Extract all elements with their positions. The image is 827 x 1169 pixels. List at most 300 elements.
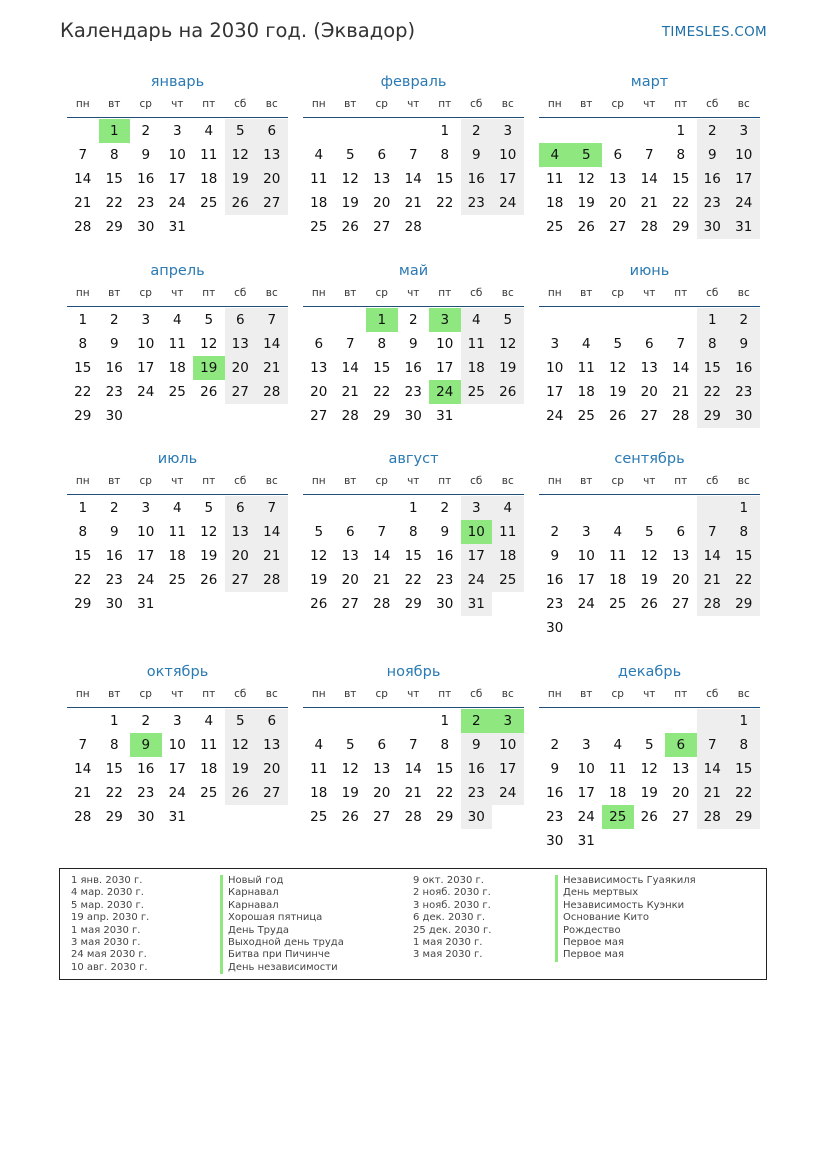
week-row bbox=[303, 520, 524, 544]
weekday-label: пн bbox=[547, 688, 562, 700]
day-cell: 30 bbox=[105, 596, 123, 612]
day-cell: 21 bbox=[341, 384, 359, 400]
day-cell: 26 bbox=[640, 809, 658, 825]
weekday-header bbox=[67, 469, 288, 495]
day-cell: 25 bbox=[200, 785, 218, 801]
day-cell: 26 bbox=[609, 408, 627, 424]
week-row bbox=[539, 143, 760, 167]
weekday-label: сб bbox=[706, 475, 719, 487]
day-cell: 18 bbox=[492, 544, 524, 568]
day-cell: 19 bbox=[609, 384, 627, 400]
weekday-label: ср bbox=[611, 98, 624, 110]
day-cell: 18 bbox=[609, 572, 627, 588]
month-1 bbox=[67, 72, 288, 239]
week-row bbox=[67, 544, 288, 568]
empty-day-cell bbox=[256, 404, 288, 428]
legend-date: 6 дек. 2030 г. bbox=[413, 912, 486, 924]
day-cell: 9 bbox=[109, 336, 119, 352]
day-cell: 10 bbox=[137, 336, 155, 352]
weekday-label: чт bbox=[171, 98, 184, 110]
holiday-legend bbox=[59, 868, 767, 980]
empty-day-cell bbox=[429, 215, 461, 239]
week-row bbox=[67, 781, 288, 805]
week-row bbox=[539, 380, 760, 404]
legend-left-dates bbox=[71, 875, 149, 974]
day-cell: 2 bbox=[461, 709, 493, 733]
day-cell: 29 bbox=[697, 404, 729, 428]
empty-day-cell bbox=[162, 592, 194, 616]
weekday-label: чт bbox=[171, 688, 184, 700]
day-cell: 15 bbox=[373, 360, 391, 376]
day-cell: 2 bbox=[440, 500, 450, 516]
empty-day-cell bbox=[634, 829, 666, 853]
day-cell: 6 bbox=[256, 709, 288, 733]
day-cell: 25 bbox=[168, 572, 186, 588]
weekday-header bbox=[303, 469, 524, 495]
weekday-label: вс bbox=[501, 287, 514, 299]
day-cell: 15 bbox=[105, 761, 123, 777]
day-cell: 27 bbox=[310, 408, 328, 424]
week-row bbox=[539, 709, 760, 733]
empty-day-cell bbox=[492, 215, 524, 239]
day-cell: 10 bbox=[546, 360, 564, 376]
weekday-label: пт bbox=[674, 688, 688, 700]
day-cell: 16 bbox=[546, 785, 564, 801]
week-row bbox=[539, 356, 760, 380]
day-cell: 22 bbox=[404, 572, 422, 588]
week-row bbox=[67, 757, 288, 781]
day-cell: 29 bbox=[74, 408, 92, 424]
day-cell: 6 bbox=[665, 733, 697, 757]
day-cell: 1 bbox=[676, 123, 686, 139]
month-8 bbox=[303, 449, 524, 616]
day-cell: 14 bbox=[74, 761, 92, 777]
day-cell: 31 bbox=[461, 592, 493, 616]
weekday-label: пт bbox=[202, 98, 216, 110]
month-name: декабрь bbox=[617, 664, 682, 680]
day-cell: 27 bbox=[256, 781, 288, 805]
day-cell: 16 bbox=[461, 757, 493, 781]
day-cell: 25 bbox=[461, 380, 493, 404]
weekday-header bbox=[539, 281, 760, 307]
empty-day-cell bbox=[665, 616, 697, 640]
day-cell: 16 bbox=[436, 548, 454, 564]
empty-day-cell bbox=[634, 709, 666, 733]
empty-day-cell bbox=[303, 496, 335, 520]
month-name: ноябрь bbox=[386, 664, 441, 680]
weekday-label: чт bbox=[407, 98, 420, 110]
day-cell: 22 bbox=[728, 568, 760, 592]
day-cell: 22 bbox=[436, 785, 454, 801]
weekday-label: вс bbox=[501, 475, 514, 487]
day-cell: 13 bbox=[225, 520, 257, 544]
weekday-label: пт bbox=[438, 688, 452, 700]
day-cell: 14 bbox=[341, 360, 359, 376]
day-cell: 18 bbox=[200, 761, 218, 777]
weekday-label: ср bbox=[375, 98, 388, 110]
day-cell: 24 bbox=[137, 572, 155, 588]
weekday-label: пт bbox=[438, 287, 452, 299]
day-cell: 8 bbox=[408, 524, 418, 540]
day-cell: 23 bbox=[404, 384, 422, 400]
day-cell: 29 bbox=[404, 596, 422, 612]
day-cell: 14 bbox=[404, 171, 422, 187]
day-cell: 22 bbox=[74, 384, 92, 400]
day-cell: 2 bbox=[550, 524, 560, 540]
day-cell: 11 bbox=[609, 761, 627, 777]
week-row bbox=[303, 733, 524, 757]
day-cell: 19 bbox=[225, 167, 257, 191]
empty-day-cell bbox=[303, 119, 335, 143]
empty-day-cell bbox=[130, 404, 162, 428]
day-cell: 7 bbox=[78, 147, 88, 163]
day-cell: 12 bbox=[225, 733, 257, 757]
day-cell: 20 bbox=[640, 384, 658, 400]
day-cell: 12 bbox=[200, 524, 218, 540]
day-cell: 5 bbox=[613, 336, 623, 352]
empty-day-cell bbox=[335, 119, 367, 143]
empty-day-cell bbox=[602, 119, 634, 143]
day-cell: 23 bbox=[137, 785, 155, 801]
weekday-label: сб bbox=[470, 98, 483, 110]
weekday-header bbox=[67, 682, 288, 708]
weekday-label: вс bbox=[737, 688, 750, 700]
day-cell: 27 bbox=[672, 596, 690, 612]
month-name: август bbox=[388, 451, 439, 467]
week-row bbox=[67, 143, 288, 167]
day-cell: 17 bbox=[577, 785, 595, 801]
week-row bbox=[539, 829, 760, 853]
day-cell: 11 bbox=[609, 548, 627, 564]
day-cell: 30 bbox=[697, 215, 729, 239]
day-cell: 6 bbox=[256, 119, 288, 143]
empty-day-cell bbox=[366, 119, 398, 143]
week-row bbox=[303, 143, 524, 167]
day-cell: 27 bbox=[640, 408, 658, 424]
legend-date: 1 мая 2030 г. bbox=[71, 924, 141, 936]
day-cell: 27 bbox=[609, 219, 627, 235]
day-cell: 17 bbox=[492, 167, 524, 191]
legend-holiday-name: День мертвых bbox=[555, 887, 696, 899]
day-cell: 21 bbox=[404, 785, 422, 801]
legend-holiday-name: Первое мая bbox=[555, 937, 696, 949]
day-cell: 11 bbox=[200, 147, 218, 163]
day-cell: 31 bbox=[168, 809, 186, 825]
day-cell: 24 bbox=[492, 191, 524, 215]
week-row bbox=[67, 356, 288, 380]
weekday-label: чт bbox=[643, 688, 656, 700]
day-cell: 17 bbox=[461, 544, 493, 568]
day-cell: 6 bbox=[225, 308, 257, 332]
day-cell: 3 bbox=[461, 496, 493, 520]
month-name: июль bbox=[157, 451, 198, 467]
weekday-label: пт bbox=[202, 475, 216, 487]
day-cell: 8 bbox=[440, 147, 450, 163]
empty-day-cell bbox=[728, 829, 760, 853]
day-cell: 13 bbox=[310, 360, 328, 376]
day-cell: 26 bbox=[225, 781, 257, 805]
day-cell: 23 bbox=[546, 809, 564, 825]
legend-holiday-name: Рождество bbox=[555, 925, 696, 937]
day-cell: 3 bbox=[172, 713, 182, 729]
week-row bbox=[539, 757, 760, 781]
day-cell: 23 bbox=[105, 384, 123, 400]
month-7 bbox=[67, 449, 288, 616]
day-cell: 5 bbox=[225, 709, 257, 733]
empty-day-cell bbox=[665, 496, 697, 520]
empty-day-cell bbox=[303, 709, 335, 733]
week-row bbox=[539, 308, 760, 332]
day-cell: 4 bbox=[613, 737, 623, 753]
day-cell: 21 bbox=[672, 384, 690, 400]
weekday-label: сб bbox=[234, 98, 247, 110]
day-cell: 17 bbox=[492, 757, 524, 781]
day-cell: 24 bbox=[577, 596, 595, 612]
month-name: январь bbox=[150, 74, 205, 90]
day-cell: 23 bbox=[105, 572, 123, 588]
day-cell: 12 bbox=[200, 336, 218, 352]
legend-right-dates bbox=[413, 875, 491, 962]
day-cell: 5 bbox=[571, 143, 603, 167]
day-cell: 18 bbox=[546, 195, 564, 211]
empty-day-cell bbox=[335, 709, 367, 733]
day-cell: 9 bbox=[550, 761, 560, 777]
weekday-label: ср bbox=[375, 475, 388, 487]
day-cell: 3 bbox=[141, 500, 151, 516]
weekday-label: ср bbox=[139, 98, 152, 110]
legend-holiday-name: Карнавал bbox=[220, 900, 344, 912]
day-cell: 18 bbox=[168, 548, 186, 564]
weekday-label: сб bbox=[470, 287, 483, 299]
weekday-label: чт bbox=[407, 688, 420, 700]
day-cell: 22 bbox=[728, 781, 760, 805]
day-cell: 12 bbox=[640, 548, 658, 564]
empty-day-cell bbox=[571, 308, 603, 332]
day-cell: 4 bbox=[539, 143, 571, 167]
day-cell: 30 bbox=[404, 408, 422, 424]
week-row bbox=[67, 592, 288, 616]
empty-day-cell bbox=[697, 709, 729, 733]
day-cell: 12 bbox=[640, 761, 658, 777]
day-cell: 16 bbox=[105, 360, 123, 376]
day-cell: 19 bbox=[225, 757, 257, 781]
day-cell: 10 bbox=[577, 761, 595, 777]
legend-date: 1 мая 2030 г. bbox=[413, 936, 483, 948]
day-cell: 14 bbox=[256, 332, 288, 356]
day-cell: 31 bbox=[436, 408, 454, 424]
day-cell: 27 bbox=[341, 596, 359, 612]
day-cell: 15 bbox=[74, 548, 92, 564]
legend-date: 10 авг. 2030 г. bbox=[71, 961, 148, 973]
day-cell: 31 bbox=[577, 833, 595, 849]
empty-day-cell bbox=[256, 805, 288, 829]
empty-day-cell bbox=[67, 119, 99, 143]
legend-date: 2 нояб. 2030 г. bbox=[413, 887, 491, 899]
empty-day-cell bbox=[697, 496, 729, 520]
day-cell: 3 bbox=[492, 119, 524, 143]
day-cell: 11 bbox=[577, 360, 595, 376]
day-cell: 19 bbox=[341, 785, 359, 801]
legend-date: 3 мая 2030 г. bbox=[413, 949, 483, 961]
week-row bbox=[303, 380, 524, 404]
day-cell: 23 bbox=[436, 572, 454, 588]
day-cell: 3 bbox=[429, 308, 461, 332]
day-cell: 25 bbox=[310, 809, 328, 825]
day-cell: 10 bbox=[492, 143, 524, 167]
day-cell: 20 bbox=[256, 757, 288, 781]
day-cell: 5 bbox=[492, 308, 524, 332]
day-cell: 15 bbox=[436, 171, 454, 187]
day-cell: 3 bbox=[581, 737, 591, 753]
day-cell: 14 bbox=[640, 171, 658, 187]
day-cell: 4 bbox=[461, 308, 493, 332]
empty-day-cell bbox=[539, 709, 571, 733]
weekday-label: сб bbox=[706, 287, 719, 299]
week-row bbox=[303, 805, 524, 829]
day-cell: 17 bbox=[168, 171, 186, 187]
weekday-label: сб bbox=[706, 688, 719, 700]
day-cell: 26 bbox=[200, 384, 218, 400]
weekday-label: вт bbox=[108, 475, 121, 487]
day-cell: 6 bbox=[225, 496, 257, 520]
week-row bbox=[539, 805, 760, 829]
site-link[interactable]: TIMESLES.COM bbox=[661, 24, 767, 40]
legend-holiday-name: Основание Кито bbox=[555, 912, 696, 924]
empty-day-cell bbox=[571, 709, 603, 733]
empty-day-cell bbox=[398, 119, 430, 143]
weekday-header bbox=[303, 682, 524, 708]
day-cell: 20 bbox=[225, 356, 257, 380]
legend-date: 3 мая 2030 г. bbox=[71, 936, 141, 948]
day-cell: 28 bbox=[697, 805, 729, 829]
day-cell: 19 bbox=[200, 548, 218, 564]
day-cell: 15 bbox=[436, 761, 454, 777]
weekday-label: пт bbox=[674, 98, 688, 110]
day-cell: 4 bbox=[172, 312, 182, 328]
day-cell: 11 bbox=[200, 737, 218, 753]
week-row bbox=[539, 733, 760, 757]
day-cell: 2 bbox=[141, 123, 151, 139]
day-cell: 12 bbox=[609, 360, 627, 376]
weekday-header bbox=[539, 469, 760, 495]
day-cell: 7 bbox=[345, 336, 355, 352]
empty-day-cell bbox=[492, 805, 524, 829]
day-cell: 14 bbox=[697, 544, 729, 568]
day-cell: 14 bbox=[672, 360, 690, 376]
day-cell: 11 bbox=[310, 761, 328, 777]
week-row bbox=[303, 757, 524, 781]
day-cell: 24 bbox=[728, 191, 760, 215]
day-cell: 8 bbox=[109, 737, 119, 753]
day-cell: 4 bbox=[204, 123, 214, 139]
day-cell: 1 bbox=[728, 709, 760, 733]
month-4 bbox=[67, 261, 288, 428]
day-cell: 25 bbox=[310, 219, 328, 235]
weekday-label: пн bbox=[547, 287, 562, 299]
day-cell: 31 bbox=[728, 215, 760, 239]
day-cell: 8 bbox=[78, 524, 88, 540]
week-row bbox=[539, 167, 760, 191]
week-row bbox=[539, 616, 760, 640]
day-cell: 5 bbox=[314, 524, 324, 540]
day-cell: 13 bbox=[225, 332, 257, 356]
weekday-header bbox=[303, 92, 524, 118]
day-cell: 29 bbox=[728, 592, 760, 616]
day-cell: 5 bbox=[204, 500, 214, 516]
day-cell: 6 bbox=[377, 737, 387, 753]
day-cell: 22 bbox=[74, 572, 92, 588]
day-cell: 11 bbox=[546, 171, 564, 187]
day-cell: 9 bbox=[130, 733, 162, 757]
day-cell: 11 bbox=[492, 520, 524, 544]
day-cell: 11 bbox=[168, 336, 186, 352]
day-cell: 25 bbox=[168, 384, 186, 400]
day-cell: 24 bbox=[137, 384, 155, 400]
day-cell: 18 bbox=[461, 356, 493, 380]
month-6 bbox=[539, 261, 760, 428]
day-cell: 7 bbox=[644, 147, 654, 163]
day-cell: 29 bbox=[105, 809, 123, 825]
weekday-header bbox=[67, 92, 288, 118]
legend-holiday-name: День Труда bbox=[220, 925, 344, 937]
weekday-label: сб bbox=[706, 98, 719, 110]
day-cell: 26 bbox=[225, 191, 257, 215]
day-cell: 13 bbox=[373, 171, 391, 187]
empty-day-cell bbox=[193, 215, 225, 239]
day-cell: 20 bbox=[373, 785, 391, 801]
weekday-label: ср bbox=[611, 287, 624, 299]
day-cell: 5 bbox=[644, 524, 654, 540]
week-row bbox=[67, 733, 288, 757]
weekday-label: вт bbox=[344, 287, 357, 299]
day-cell: 7 bbox=[408, 147, 418, 163]
day-cell: 8 bbox=[728, 733, 760, 757]
day-cell: 15 bbox=[697, 356, 729, 380]
day-cell: 29 bbox=[105, 219, 123, 235]
day-cell: 30 bbox=[546, 833, 564, 849]
day-cell: 12 bbox=[341, 171, 359, 187]
day-cell: 7 bbox=[676, 336, 686, 352]
day-cell: 28 bbox=[256, 568, 288, 592]
weekday-label: вс bbox=[737, 475, 750, 487]
day-cell: 7 bbox=[377, 524, 387, 540]
legend-holiday-name: Выходной день труда bbox=[220, 937, 344, 949]
week-row bbox=[67, 520, 288, 544]
week-row bbox=[303, 404, 524, 428]
day-cell: 5 bbox=[345, 147, 355, 163]
empty-day-cell bbox=[634, 496, 666, 520]
day-cell: 10 bbox=[168, 147, 186, 163]
weekday-label: вт bbox=[580, 475, 593, 487]
day-cell: 20 bbox=[225, 544, 257, 568]
day-cell: 3 bbox=[550, 336, 560, 352]
month-name: март bbox=[630, 74, 669, 90]
day-cell: 16 bbox=[728, 356, 760, 380]
empty-day-cell bbox=[492, 592, 524, 616]
week-row bbox=[539, 544, 760, 568]
weekday-label: пн bbox=[547, 475, 562, 487]
week-row bbox=[539, 781, 760, 805]
day-cell: 26 bbox=[492, 380, 524, 404]
day-cell: 28 bbox=[74, 219, 92, 235]
day-cell: 27 bbox=[225, 568, 257, 592]
day-cell: 18 bbox=[200, 171, 218, 187]
weekday-label: ср bbox=[375, 688, 388, 700]
day-cell: 12 bbox=[225, 143, 257, 167]
day-cell: 12 bbox=[577, 171, 595, 187]
month-2 bbox=[303, 72, 524, 239]
day-cell: 7 bbox=[78, 737, 88, 753]
